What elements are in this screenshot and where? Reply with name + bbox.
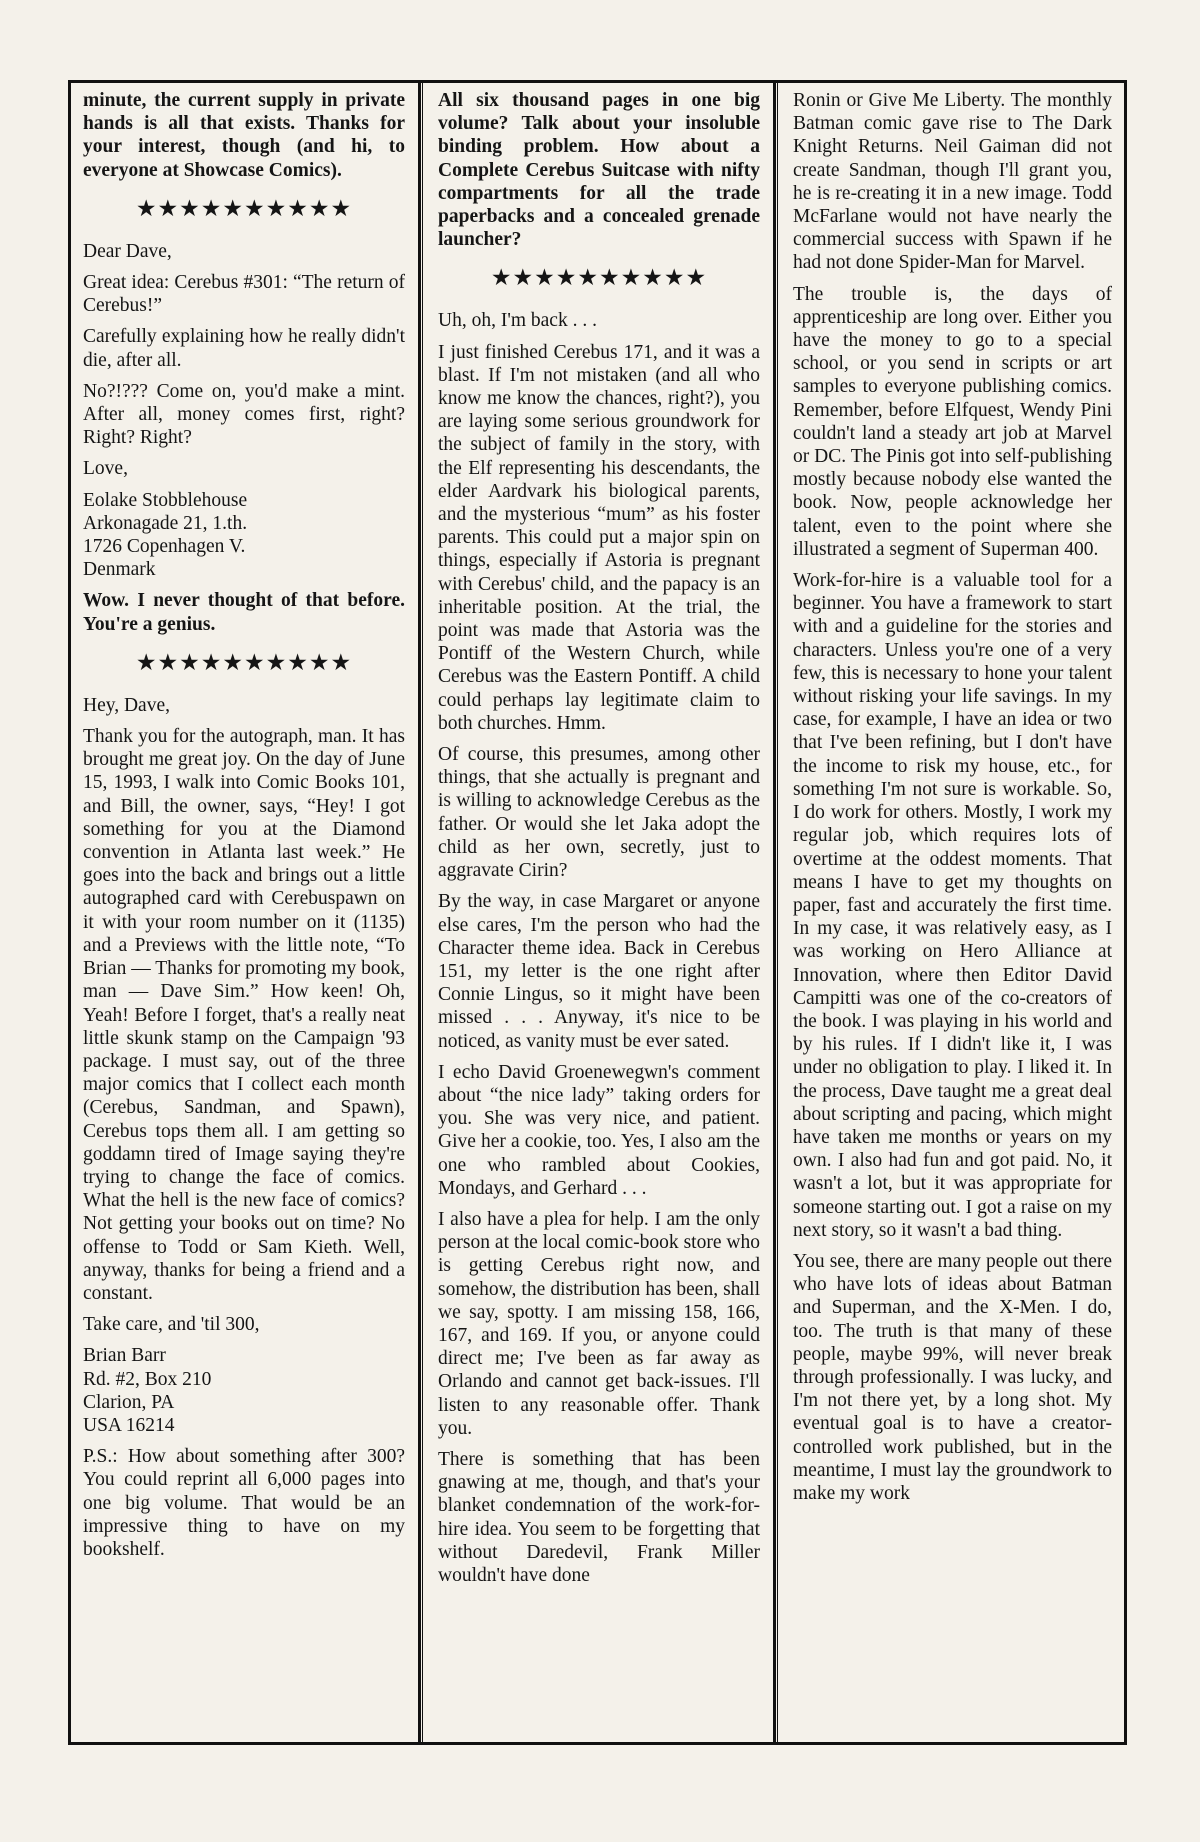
editor-reply: Wow. I never thought of that before. You're a genius. xyxy=(83,590,405,635)
star-divider: ★★★★★★★★★★ xyxy=(135,649,353,675)
editor-reply: All six thousand pages in one big volume? Talk about your insoluble binding problem. How about a Complete Cerebus Suitcase with nifty compartments for all the trade paperbacks and a concealed grenade launcher? xyxy=(438,90,760,251)
letter-paragraph: By the way, in case Margaret or anyone else cares, I'm the person who had the Character theme idea. Back in Cerebus 151, my letter is the one right after Connie Lingus, so it might have been missed . . . Anyway, it's nice to be noticed, as vanity must be ever sated. xyxy=(438,891,760,1052)
letter-paragraph: Ronin or Give Me Liberty. The monthly Batman comic gave rise to The Dark Knight Returns. Neil Gaiman did not create Sandman, though I'll grant you, he is re-creating it in a new image. Todd McFarlane would not have nearly the commercial success with Spawn if he had not done Spider-Man for Marvel. xyxy=(793,90,1112,274)
letter-paragraph: I echo David Groenewegwn's comment about “the nice lady” taking orders for you. She was very nice, and patient. Give her a cookie, too. Yes, I also am the one who rambled about Cookies, Mondays, and Gerhard . . . xyxy=(438,1061,760,1199)
letter-paragraph: I also have a plea for help. I am the only person at the local comic-book store who is getting Cerebus right now, and somehow, the distribution has been, shall we say, spotty. I am missing 158, 166, 167, and 169. If you, or anyone could direct me; I've been as far away as Orlando and cannot get back-issues. I'll listen to any reasonable offer. Thank you. xyxy=(438,1208,760,1439)
editor-reply: minute, the current supply in private hands is all that exists. Thanks for your interest, though (and hi, to everyone at Showcase Comics). xyxy=(83,90,405,181)
letter-paragraph: The trouble is, the days of apprenticeship are long over. Either you have the money to go to a special school, or you send in scripts or art samples to everyone publishing comics. Remember, before Elfquest, Wendy Pini couldn't land a steady art job at Marvel or DC. The Pinis got into self-publishing mostly because nobody else wanted the book. Now, people acknowledge her talent, even to the point where she illustrated a segment of Superman 400. xyxy=(793,283,1112,560)
address-line: Arkonagade 21, 1.th. xyxy=(83,512,248,534)
column-1 xyxy=(71,83,417,1742)
column-rule xyxy=(773,83,776,1742)
letter-postscript: P.S.: How about something after 300? You could reprint all 6,000 pages into one big volume. That would be an impressive thing to have on my bookshelf. xyxy=(83,1446,405,1560)
letter-address xyxy=(83,489,405,582)
address-line: 1726 Copenhagen V. xyxy=(83,536,246,558)
column-rule xyxy=(422,83,423,1742)
address-line: Clarion, PA xyxy=(83,1391,175,1413)
column-2 xyxy=(426,83,772,1742)
letter-address xyxy=(83,1344,405,1437)
address-line: Rd. #2, Box 210 xyxy=(83,1368,212,1390)
column-rule xyxy=(777,83,778,1742)
letter-paragraph: Work-for-hire is a valuable tool for a beginner. You have a framework to start with and a guideline for the stories and characters. Unless you're one of a very few, this is necessary to hone your talent without risking your life savings. In my case, for example, I have an idea or two that I've been refining, but I don't have the income to risk my house, etc., for something I'm not sure is workable. So, I do work for others. Mostly, I work my regular job, which requires lots of overtime at the oddest moments. That means I have to get my thoughts on paper, fast and accurately the first time. In my case, it was relatively easy, as I was working on Hero Alliance at Innovation, where then Editor David Campitti was one of the co-creators of the book. I was playing in his world and by his rules. If I didn't like it, I was under no obligation to play. I liked it. In the process, Dave taught me a great deal about scripting and pacing, which might have taken me months or years on my own. I also had fun and got paid. No, it wasn't a lot, but it was appropriate for someone starting out. I got a raise on my next story, so it wasn't a bad thing. xyxy=(793,570,1112,1241)
address-line: USA 16214 xyxy=(83,1414,175,1436)
letter-paragraph: There is something that has been gnawing at me, though, and that's your blanket condemnation of the work-for-hire idea. You seem to be forgetting that without Daredevil, Frank Miller wouldn't have done xyxy=(438,1448,760,1586)
letter-paragraph: Thank you for the autograph, man. It has brought me great joy. On the day of June 15, 1993, I walk into Comic Books 101, and Bill, the owner, says, “Hey! I got something for you at the Diamond convention in Atlanta last week.” He goes into the back and brings out a little autographed card with Cerebuspawn on it with your room number on it (1135) and a Previews with the little note, “To Brian — Thanks for promoting my book, man — Dave Sim.” How keen! Oh, Yeah! Before I forget, that's a really neat little skunk stamp on the Campaign '93 package. I must say, out of the three major comics that I collect each month (Cerebus, Sandman, and Spawn), Cerebus tops them all. I am getting so goddamn tired of Image saying they're trying to change the face of comics. What the hell is the new face of comics? Not getting your books out on time? No offense to Todd or Sam Kieth. Well, anyway, thanks for being a friend and a constant. xyxy=(83,726,405,1304)
letters-page xyxy=(68,80,1127,1745)
letter-greeting: Hey, Dave, xyxy=(83,694,170,716)
column-3 xyxy=(781,83,1124,1742)
letter-paragraph: Great idea: Cerebus #301: “The return of Cerebus!” xyxy=(83,272,405,317)
letter-paragraph: Of course, this presumes, among other things, that she actually is pregnant and is willing to acknowledge Cerebus as the father. Or would she let Jaka adopt the child as her own, secretly, just to aggravate Cirin? xyxy=(438,744,760,882)
address-line: Eolake Stobblehouse xyxy=(83,489,248,511)
star-divider: ★★★★★★★★★★ xyxy=(490,265,708,291)
letter-signoff: Take care, and 'til 300, xyxy=(83,1314,260,1336)
column-rule xyxy=(418,83,421,1742)
address-line: Denmark xyxy=(83,559,156,581)
letter-paragraph: No?!??? Come on, you'd make a mint. After all, money comes first, right? Right? Right? xyxy=(83,380,405,449)
letter-paragraph: Carefully explaining how he really didn't die, after all. xyxy=(83,326,405,371)
letter-greeting: Uh, oh, I'm back . . . xyxy=(438,310,597,332)
letter-signoff: Love, xyxy=(83,458,128,480)
star-divider: ★★★★★★★★★★ xyxy=(135,195,353,221)
address-line: Brian Barr xyxy=(83,1345,166,1367)
letter-paragraph: You see, there are many people out there who have lots of ideas about Batman and Superman, and the X-Men. I do, too. The truth is that many of these people, maybe 99%, will never break through professionally. I was lucky, and I'm not there yet, by a long shot. My eventual goal is to have a creator-controlled work published, but in the meantime, I must lay the groundwork to make my work xyxy=(793,1250,1112,1504)
letter-greeting: Dear Dave, xyxy=(83,240,172,262)
letter-paragraph: I just finished Cerebus 171, and it was a blast. If I'm not mistaken (and all who know me know the chances, right?), you are laying some serious groundwork for the subject of family in the story, with the Elf representing his descendants, the elder Aardvark his biological parents, and the mysterious “mum” as his foster parents. This could put a major spin on things, especially if Astoria is pregnant with Cerebus' child, and the papacy is an inheritable position. At the trial, the point was made that Astoria was the Pontiff of the Western Church, while Cerebus was the Eastern Pontiff. A child could perhaps lay legitimate claim to both churches. Hmm. xyxy=(438,341,760,734)
